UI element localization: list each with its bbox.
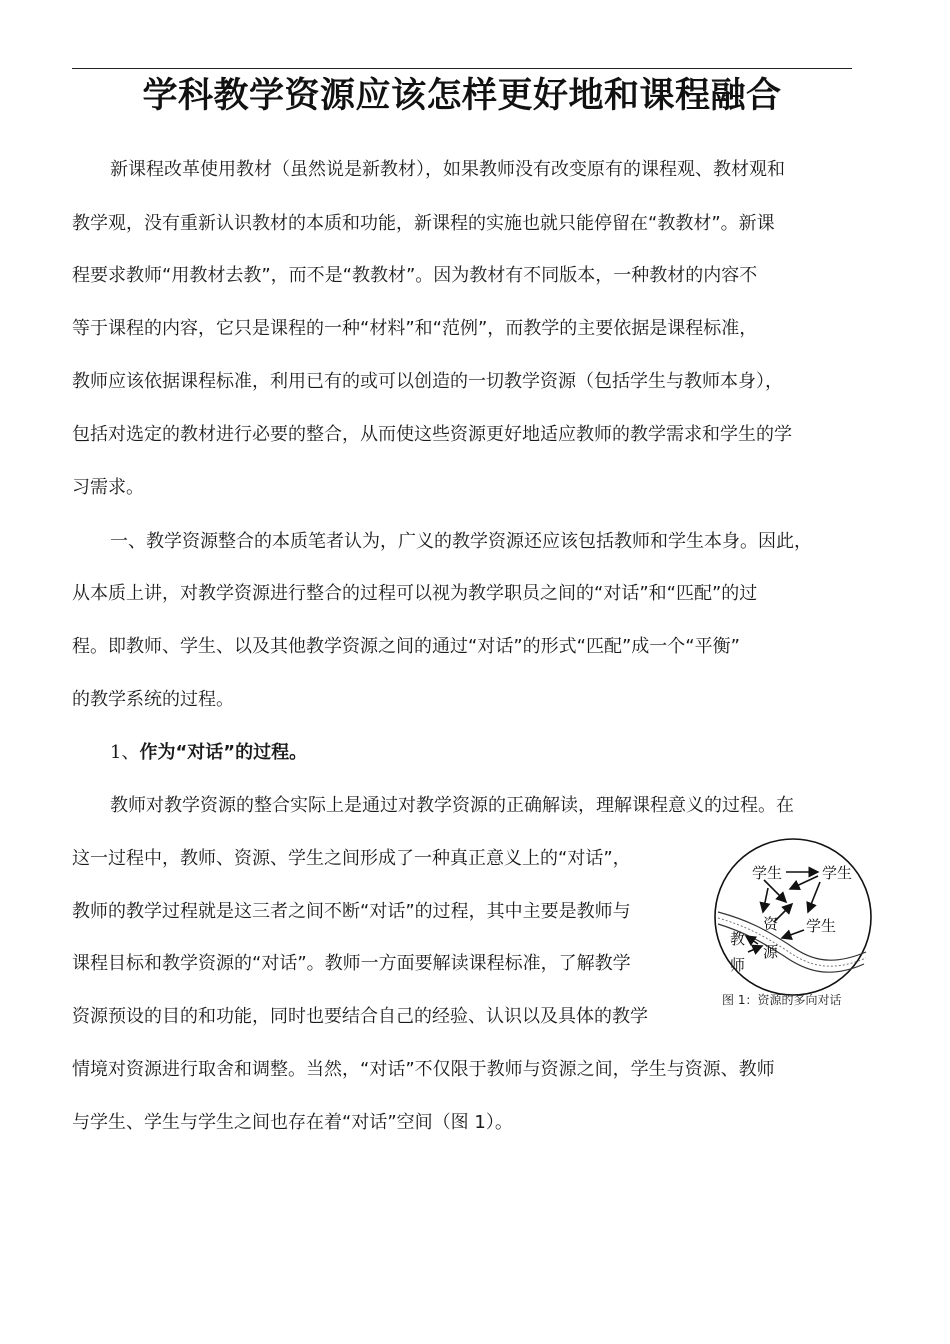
label-teacher: 教 — [730, 930, 746, 948]
section-heading — [110, 741, 852, 765]
paragraph-line: 与学生、学生与学生之间也存在着“对话”空间（图 1）。 — [72, 1112, 513, 1133]
paragraph-line: 习需求。 — [72, 477, 144, 498]
label-student: 学生 — [752, 864, 783, 882]
section-heading-text: 作为“对话”的过程。 — [139, 742, 308, 763]
paragraph-line: 从本质上讲，对教学资源进行整合的过程可以视为教学职员之间的“对话”和“匹配”的过 — [72, 583, 758, 604]
label-resource: 资 — [763, 915, 779, 933]
page-title: 学科教学资源应该怎样更好地和课程融合 — [142, 76, 782, 116]
paragraph-line: 教师对教学资源的整合实际上是通过对教学资源的正确解读，理解课程意义的过程。在 — [110, 795, 794, 816]
paragraph-line: 课程目标和教学资源的“对话”。教师一方面要解读课程标准，了解教学 — [72, 953, 631, 974]
paragraph-line: 教师应该依据课程标准，利用已有的或可以创造的一切教学资源（包括学生与教师本身）， — [72, 371, 783, 392]
label-teacher: 师 — [730, 956, 746, 974]
label-student: 学生 — [822, 864, 853, 882]
paragraph-line: 教师的教学过程就是这三者之间不断“对话”的过程，其中主要是教师与 — [72, 901, 631, 922]
paragraph-line: 程要求教师“用教材去教”，而不是“教教材”。因为教材有不同版本，一种教材的内容不 — [72, 265, 758, 286]
dialogue-diagram — [708, 834, 878, 1004]
paragraph-line: 包括对选定的教材进行必要的整合，从而使这些资源更好地适应教师的教学需求和学生的学 — [72, 424, 792, 445]
paragraph-line: 教学观，没有重新认识教材的本质和功能，新课程的实施也就只能停留在“教教材”。新课 — [72, 213, 775, 234]
paragraph-line: 新课程改革使用教材（虽然说是新教材），如果教师没有改变原有的课程观、教材观和 — [110, 159, 785, 180]
paragraph-line: 情境对资源进行取舍和调整。当然，“对话”不仅限于教师与资源之间，学生与资源、教师 — [72, 1059, 775, 1080]
figure-caption: 图 1：资源的多向对话 — [722, 993, 842, 1007]
label-resource: 源 — [763, 943, 779, 961]
figure-resource-dialogue — [708, 834, 878, 1004]
label-student: 学生 — [806, 917, 837, 935]
paragraph-line: 等于课程的内容，它只是课程的一种“材料”和“范例”，而教学的主要依据是课程标准， — [72, 318, 758, 339]
paragraph-line: 的教学系统的过程。 — [72, 689, 234, 710]
paragraph-line: 资源预设的目的和功能，同时也要结合自己的经验、认识以及具体的教学 — [72, 1006, 648, 1027]
paragraph-line: 程。即教师、学生、以及其他教学资源之间的通过“对话”的形式“匹配”成一个“平衡” — [72, 636, 740, 657]
section-heading-number: 1、 — [110, 742, 140, 763]
paragraph-line: 一、教学资源整合的本质笔者认为，广义的教学资源还应该包括教师和学生本身。因此， — [110, 531, 812, 552]
top-rule — [72, 68, 852, 69]
paragraph-line: 这一过程中，教师、资源、学生之间形成了一种真正意义上的“对话”， — [72, 848, 631, 869]
